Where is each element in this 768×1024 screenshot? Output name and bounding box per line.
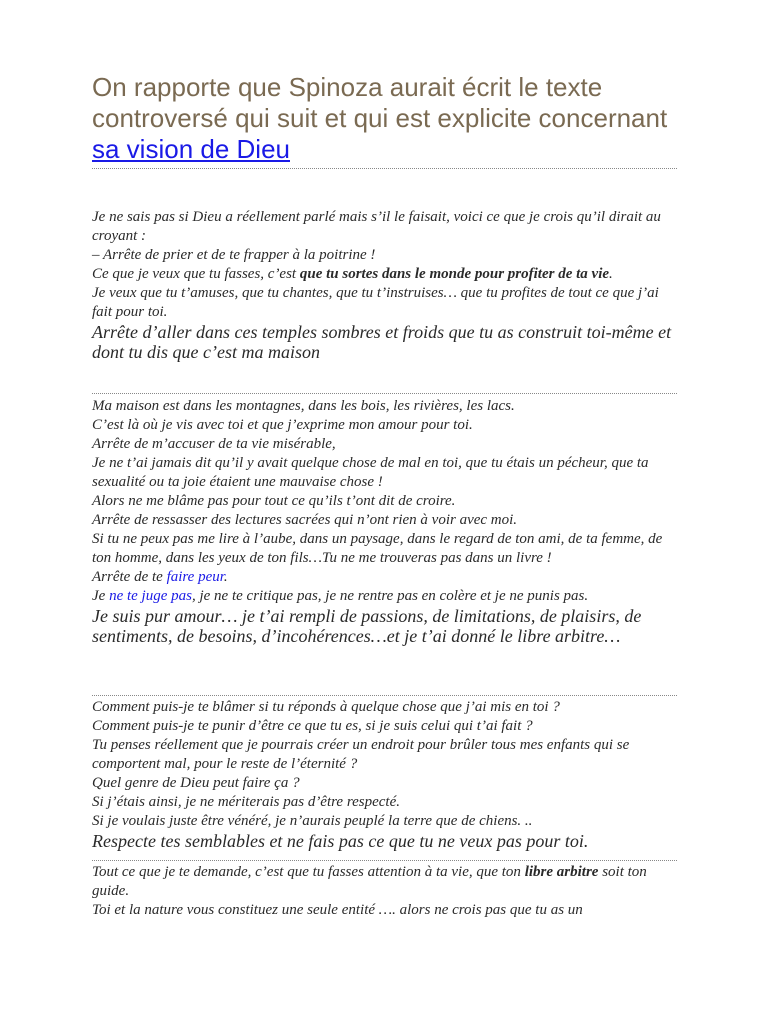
paragraph-line: Si tu ne peux pas me lire à l’aube, dans un paysage, dans le regard de ton ami, de ta femme, de ton homme, dans les yeux de ton fils…Tu ne me trouveras pas dans un livre !	[92, 531, 663, 566]
paragraph-line: Alors ne me blâme pas pour tout ce qu’ils t’ont dit de croire.	[92, 493, 456, 509]
paragraph-line: Je veux que tu t’amuses, que tu chantes, que tu t’instruises… que tu profites de tout ce que j’ai fait pour toi.	[92, 285, 659, 320]
text-run: Tout ce que je te demande, c’est que tu fasses attention à ta vie, que ton	[92, 864, 525, 880]
divider	[92, 695, 677, 696]
section-2	[92, 397, 682, 646]
emphasis-text: libre arbitre	[524, 864, 599, 880]
paragraph-line: Quel genre de Dieu peut faire ça ?	[92, 775, 300, 791]
divider	[92, 168, 677, 169]
section-1	[92, 208, 682, 362]
emphasis-paragraph: Respecte tes semblables et ne fais pas ce que tu ne veux pas pour toi.	[92, 831, 589, 851]
divider	[92, 393, 677, 394]
paragraph-line: C’est là où je vis avec toi et que j’exprime mon amour pour toi.	[92, 417, 473, 433]
paragraph-line: Comment puis-je te blâmer si tu réponds à quelque chose que j’ai mis en toi ?	[92, 699, 560, 715]
paragraph-line: Si j’étais ainsi, je ne mériterais pas d’être respecté.	[92, 794, 400, 810]
divider	[92, 860, 677, 861]
section-3	[92, 698, 682, 851]
paragraph-line: Arrête de m’accuser de ta vie misérable,	[92, 436, 336, 452]
paragraph-line: Ma maison est dans les montagnes, dans les bois, les rivières, les lacs.	[92, 398, 515, 414]
section-4	[92, 863, 682, 920]
text-run: , je ne te critique pas, je ne rentre pas en colère et je ne punis pas.	[191, 588, 589, 604]
paragraph-line	[92, 265, 682, 284]
paragraph-line	[92, 587, 682, 606]
paragraph-line: Comment puis-je te punir d’être ce que tu es, si je suis celui qui t’ai fait ?	[92, 718, 533, 734]
text-run: Je	[92, 588, 110, 604]
emphasis-paragraph: Je suis pur amour… je t’ai rempli de passions, de limitations, de plaisirs, de sentiments, de besoins, d’incohérences…et je t’ai donné le libre arbitre…	[92, 606, 642, 646]
page-heading	[92, 72, 692, 165]
text-run: soit ton guide.	[92, 864, 647, 899]
text-run: Ce que je veux que tu fasses, c’est	[92, 266, 300, 282]
text-run: Arrête de te	[92, 569, 167, 585]
paragraph-line: Je ne sais pas si Dieu a réellement parlé mais s’il le faisait, voici ce que je crois qu’il dirait au croyant :	[92, 209, 661, 244]
faire-peur-link[interactable]: faire peur	[166, 569, 224, 585]
paragraph-line: Toi et la nature vous constituez une seule entité …. alors ne crois pas que tu as un	[92, 902, 583, 918]
paragraph-line	[92, 568, 682, 587]
emphasis-text: que tu sortes dans le monde pour profiter de ta vie	[299, 266, 610, 282]
paragraph-line	[92, 863, 682, 901]
paragraph-line: Si je voulais juste être vénéré, je n’aurais peuplé la terre que de chiens. ..	[92, 813, 533, 829]
paragraph-line: Je ne t’ai jamais dit qu’il y avait quelque chose de mal en toi, que tu étais un pécheur, que ta sexualité ou ta joie étaient une mauvaise chose !	[92, 455, 649, 490]
heading-text: On rapporte que Spinoza aurait écrit le texte controversé qui suit et qui est explicite concernant	[92, 72, 668, 133]
paragraph-line: – Arrête de prier et de te frapper à la poitrine !	[92, 247, 376, 263]
text-run: .	[223, 569, 228, 585]
paragraph-line: Arrête de ressasser des lectures sacrées qui n’ont rien à voir avec moi.	[92, 512, 518, 528]
paragraph-line: Tu penses réellement que je pourrais créer un endroit pour brûler tous mes enfants qui se comportent mal, pour le reste de l’éternité ?	[92, 737, 630, 772]
vision-de-dieu-link[interactable]: sa vision de Dieu	[92, 134, 290, 164]
ne-te-juge-pas-link[interactable]: ne te juge pas	[109, 588, 192, 604]
emphasis-paragraph: Arrête d’aller dans ces temples sombres et froids que tu as construit toi-même et dont tu dis que c’est ma maison	[92, 322, 672, 362]
text-run: .	[609, 266, 613, 282]
